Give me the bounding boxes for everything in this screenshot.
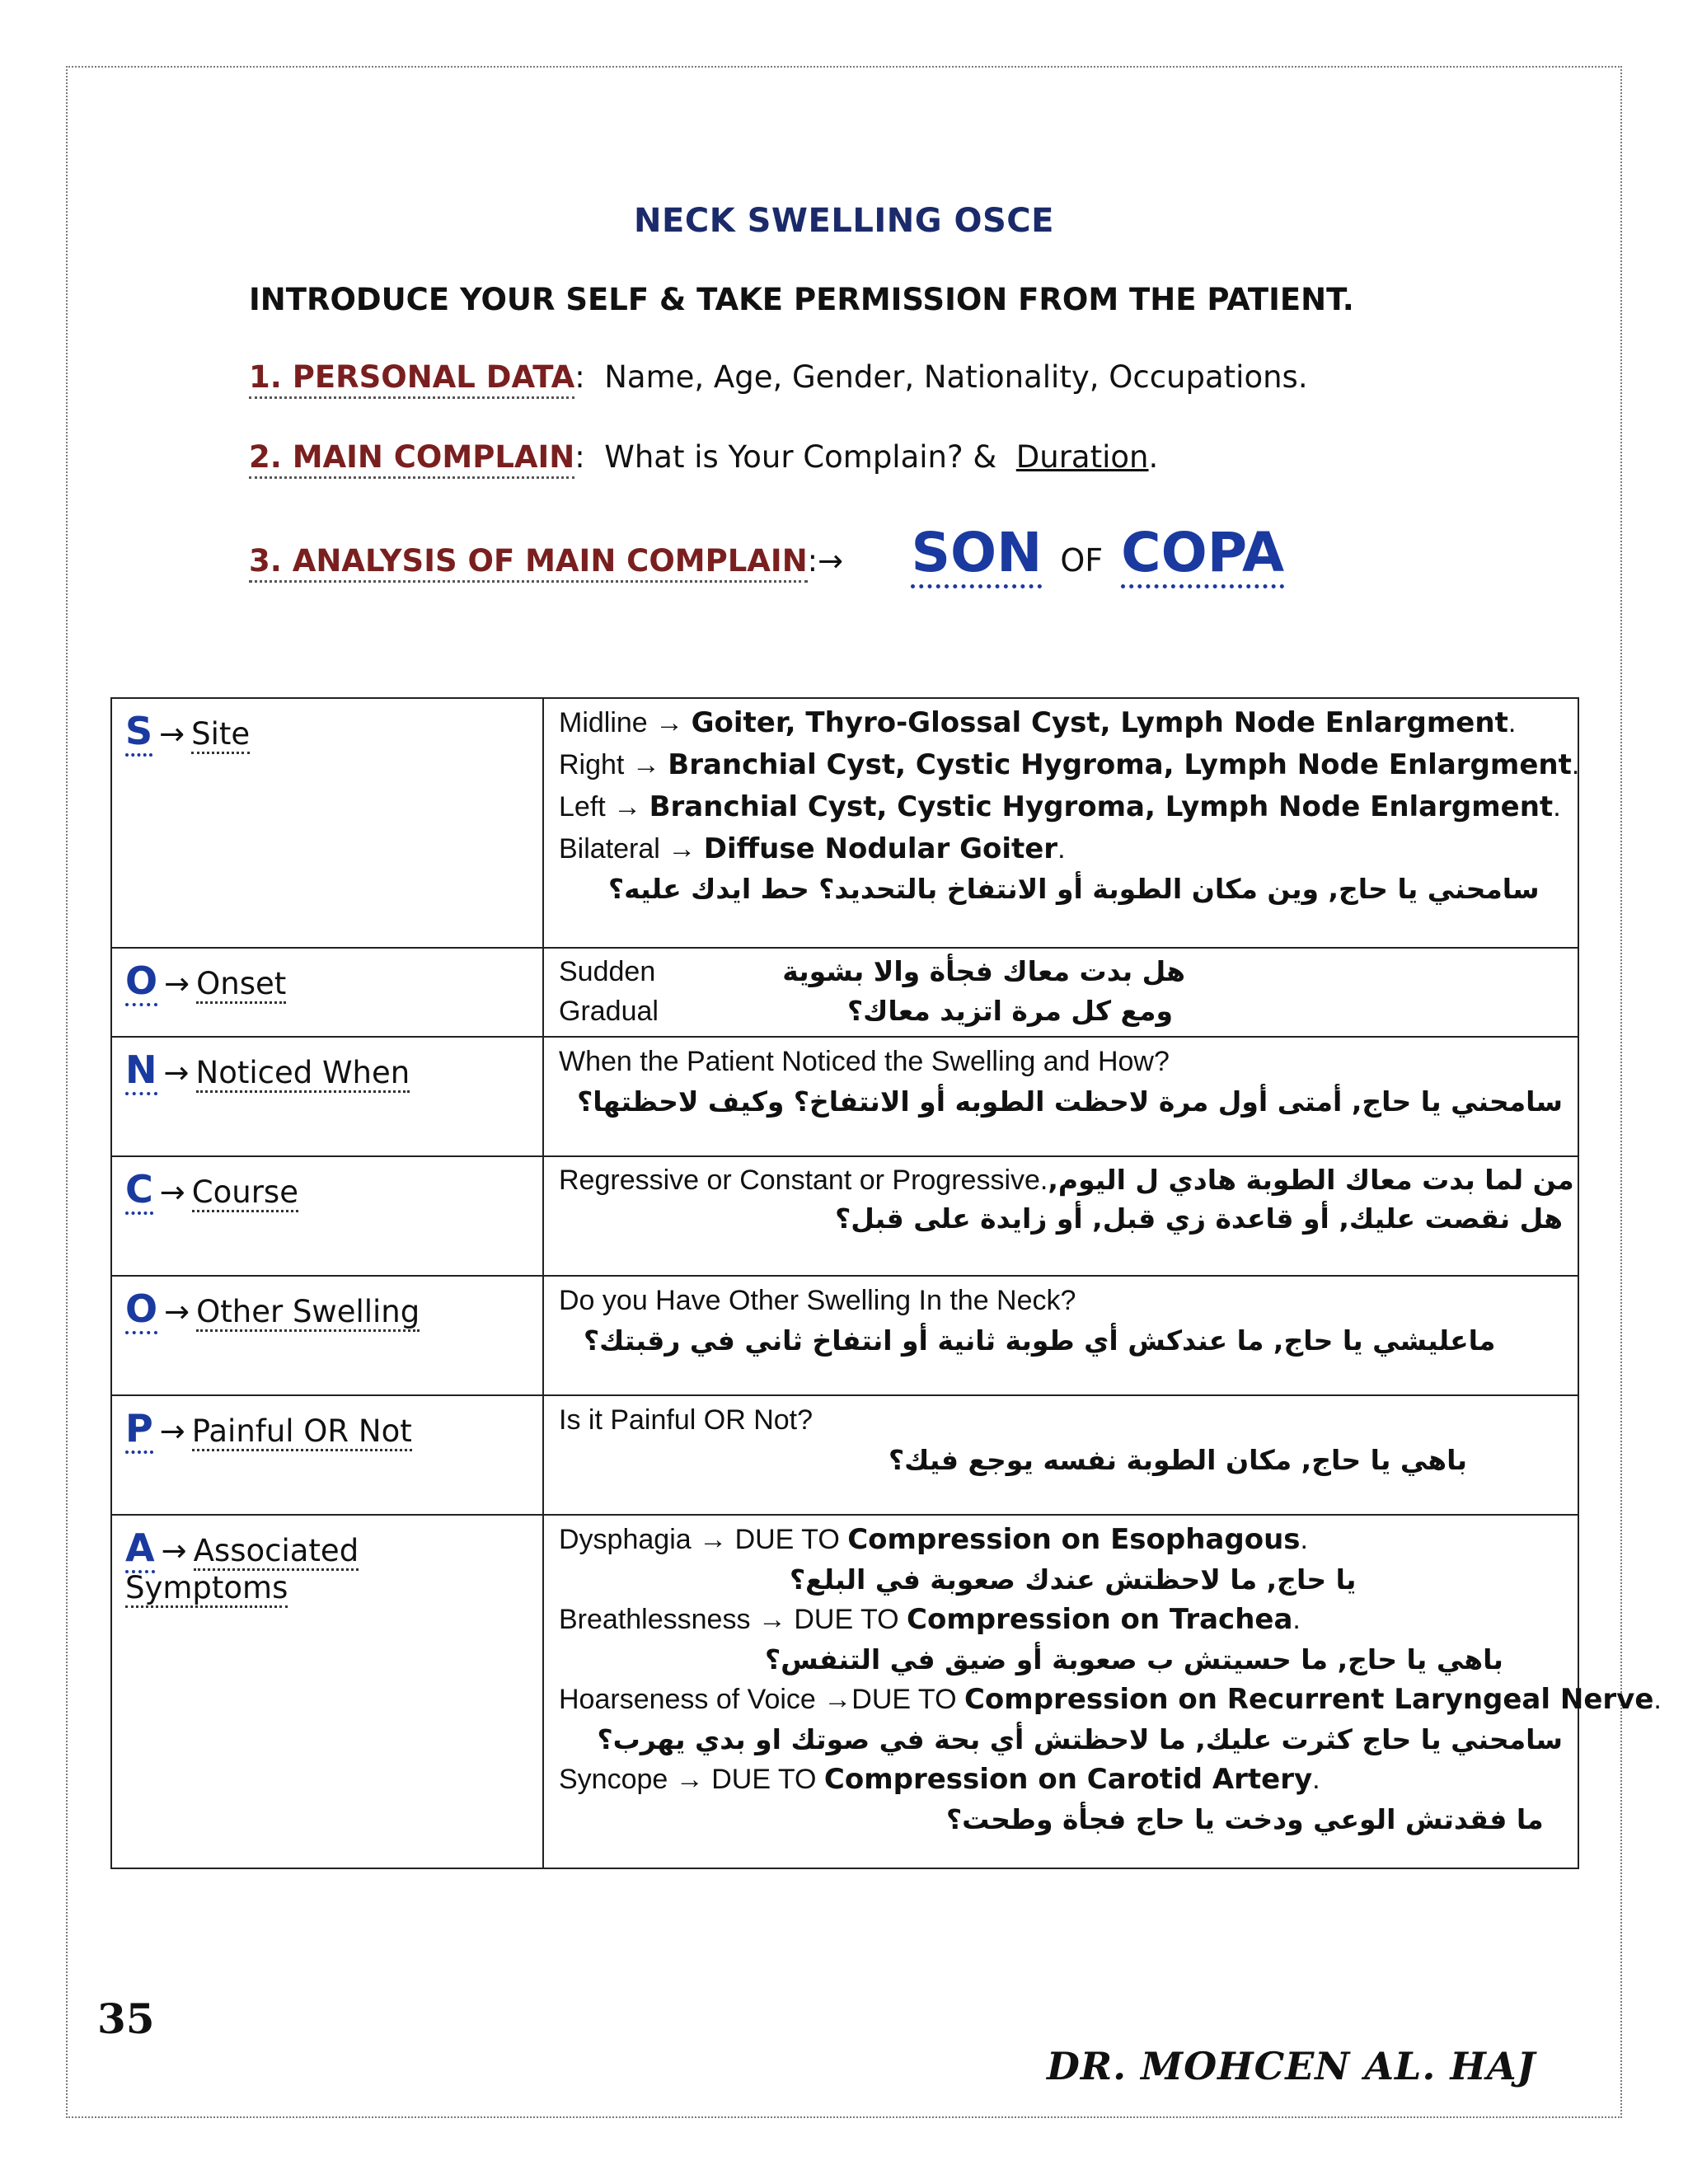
arrow-icon: →	[818, 543, 844, 579]
row-description	[543, 1156, 1578, 1276]
arrow-icon: →	[159, 1413, 185, 1449]
row-label: Other Swelling	[196, 1294, 420, 1332]
row-key: O → Onset	[111, 948, 543, 1037]
list-item: Regressive or Constant or Progressive. من لما بدت معاك الطوبة هادي ل اليوم,	[559, 1164, 1574, 1196]
row-description	[543, 1276, 1578, 1395]
list-item: Syncope → DUE TO Compression on Carotid Artery.	[559, 1763, 1320, 1796]
main-complain-heading: 2. MAIN COMPLAIN	[249, 439, 574, 479]
of-word: OF	[1060, 542, 1104, 579]
analysis-line: 3. ANALYSIS OF MAIN COMPLAIN:→ SON OF COPA	[249, 521, 1284, 584]
arrow-icon: →	[159, 1174, 185, 1210]
arabic-question: هل نقصت عليك, أو قاعدة زي قبل, أو زايدة على قبل؟	[835, 1202, 1563, 1235]
arrow-icon: →	[164, 1294, 190, 1329]
son-of-copa-table	[110, 697, 1662, 1869]
page-number: 35	[97, 1994, 155, 2043]
son-mnemonic: SON	[911, 521, 1042, 588]
row-key: C → Course	[111, 1156, 543, 1276]
row-key: O → Other Swelling	[111, 1276, 543, 1395]
row-description	[543, 948, 1578, 1037]
row-description	[543, 698, 1578, 948]
arrow-icon: →	[164, 966, 190, 1001]
arabic-question: سامحني يا حاج كثرت عليك, ما لاحظتش أي بحة في صوتك او بدي يهرب؟	[597, 1723, 1563, 1755]
row-label: Noticed When	[196, 1055, 410, 1093]
list-item: Bilateral → Diffuse Nodular Goiter.	[559, 832, 1066, 865]
list-item: Left → Branchial Cyst, Cystic Hygroma, Lymph Node Enlargment.	[559, 790, 1561, 823]
author-signature: DR. MOHCEN AL. HAJ	[1047, 2044, 1536, 2088]
copa-mnemonic: COPA	[1121, 521, 1284, 588]
personal-data-line: 1. PERSONAL DATA: Name, Age, Gender, Nationality, Occupations.	[249, 359, 1308, 395]
duration-text: Duration	[1015, 439, 1149, 475]
table-row-course	[111, 1156, 1578, 1276]
table-row-other-swelling	[111, 1276, 1578, 1395]
row-label: Painful OR Not	[192, 1413, 412, 1451]
table-row-noticed	[111, 1037, 1578, 1156]
english-question: Is it Painful OR Not?	[559, 1404, 814, 1436]
table-row-painful	[111, 1395, 1578, 1515]
list-item: Hoarseness of Voice →DUE TO Compression on Recurrent Laryngeal Nerve.	[559, 1683, 1662, 1716]
list-item: Breathlessness → DUE TO Compression on Trachea.	[559, 1603, 1301, 1636]
table-row-onset	[111, 948, 1578, 1037]
row-key: A → Associated Symptoms	[111, 1515, 543, 1868]
row-description	[543, 1395, 1578, 1515]
page-title: NECK SWELLING OSCE	[634, 202, 1054, 240]
list-item: Gradual ومع كل مرة اتزيد معاك؟	[559, 995, 1173, 1027]
row-key: P → Painful OR Not	[111, 1395, 543, 1515]
row-key: S → Site	[111, 698, 543, 948]
table-row-site	[111, 698, 1578, 948]
row-description	[543, 1515, 1662, 1868]
row-description	[543, 1037, 1578, 1156]
arabic-question: ماعليشي يا حاج, ما عندكش أي طوبة ثانية أو انتفاخ ثاني في رقبتك؟	[584, 1324, 1496, 1357]
list-item: Dysphagia → DUE TO Compression on Esophagous.	[559, 1523, 1308, 1556]
list-item: Right → Branchial Cyst, Cystic Hygroma, Lymph Node Enlargment.	[559, 748, 1580, 781]
row-key: N → Noticed When	[111, 1037, 543, 1156]
arabic-question: باهي يا حاج, ما حسيتش ب صعوبة أو ضيق في التنفس؟	[765, 1643, 1503, 1675]
arrow-icon: →	[161, 1533, 187, 1568]
arrow-icon: →	[159, 716, 185, 752]
english-question: When the Patient Noticed the Swelling and How?	[559, 1046, 1170, 1077]
personal-data-heading: 1. PERSONAL DATA	[249, 359, 574, 399]
main-complain-line: 2. MAIN COMPLAIN: What is Your Complain? & Duration.	[249, 439, 1158, 475]
english-question: Do you Have Other Swelling In the Neck?	[559, 1285, 1076, 1316]
arabic-question: باهي يا حاج, مكان الطوبة نفسه يوجع فيك؟	[889, 1444, 1467, 1476]
table-row-associated	[111, 1515, 1578, 1868]
arabic-question: سامحني يا حاج, أمتى أول مرة لاحظت الطوبه أو الانتفاخ؟ وكيف لاحظتها؟	[577, 1085, 1563, 1118]
arabic-question: ما فقدتش الوعي ودخت يا حاج فجأة وطحت؟	[946, 1803, 1544, 1835]
main-complain-text: What is Your Complain? &	[604, 439, 997, 475]
arabic-question: سامحني يا حاج, وين مكان الطوبة أو الانتفاخ بالتحديد؟ حط ايدك عليه؟	[608, 873, 1540, 905]
row-label: Associated Symptoms	[125, 1533, 359, 1608]
list-item: Midline → Goiter, Thyro-Glossal Cyst, Lymph Node Enlargment.	[559, 706, 1517, 739]
arabic-question: يا حاج, ما لاحظتش عندك صعوبة في البلع؟	[790, 1563, 1357, 1596]
intro-text: INTRODUCE YOUR SELF & TAKE PERMISSION FROM THE PATIENT.	[249, 282, 1354, 317]
arrow-icon: →	[163, 1055, 190, 1090]
list-item: Sudden هل بدت معاك فجأة والا بشوية	[559, 955, 1185, 987]
analysis-heading: 3. ANALYSIS OF MAIN COMPLAIN	[249, 543, 808, 583]
row-label: Site	[191, 716, 250, 754]
row-label: Onset	[196, 966, 286, 1004]
personal-data-text: Name, Age, Gender, Nationality, Occupations.	[604, 359, 1308, 395]
row-label: Course	[192, 1174, 298, 1212]
